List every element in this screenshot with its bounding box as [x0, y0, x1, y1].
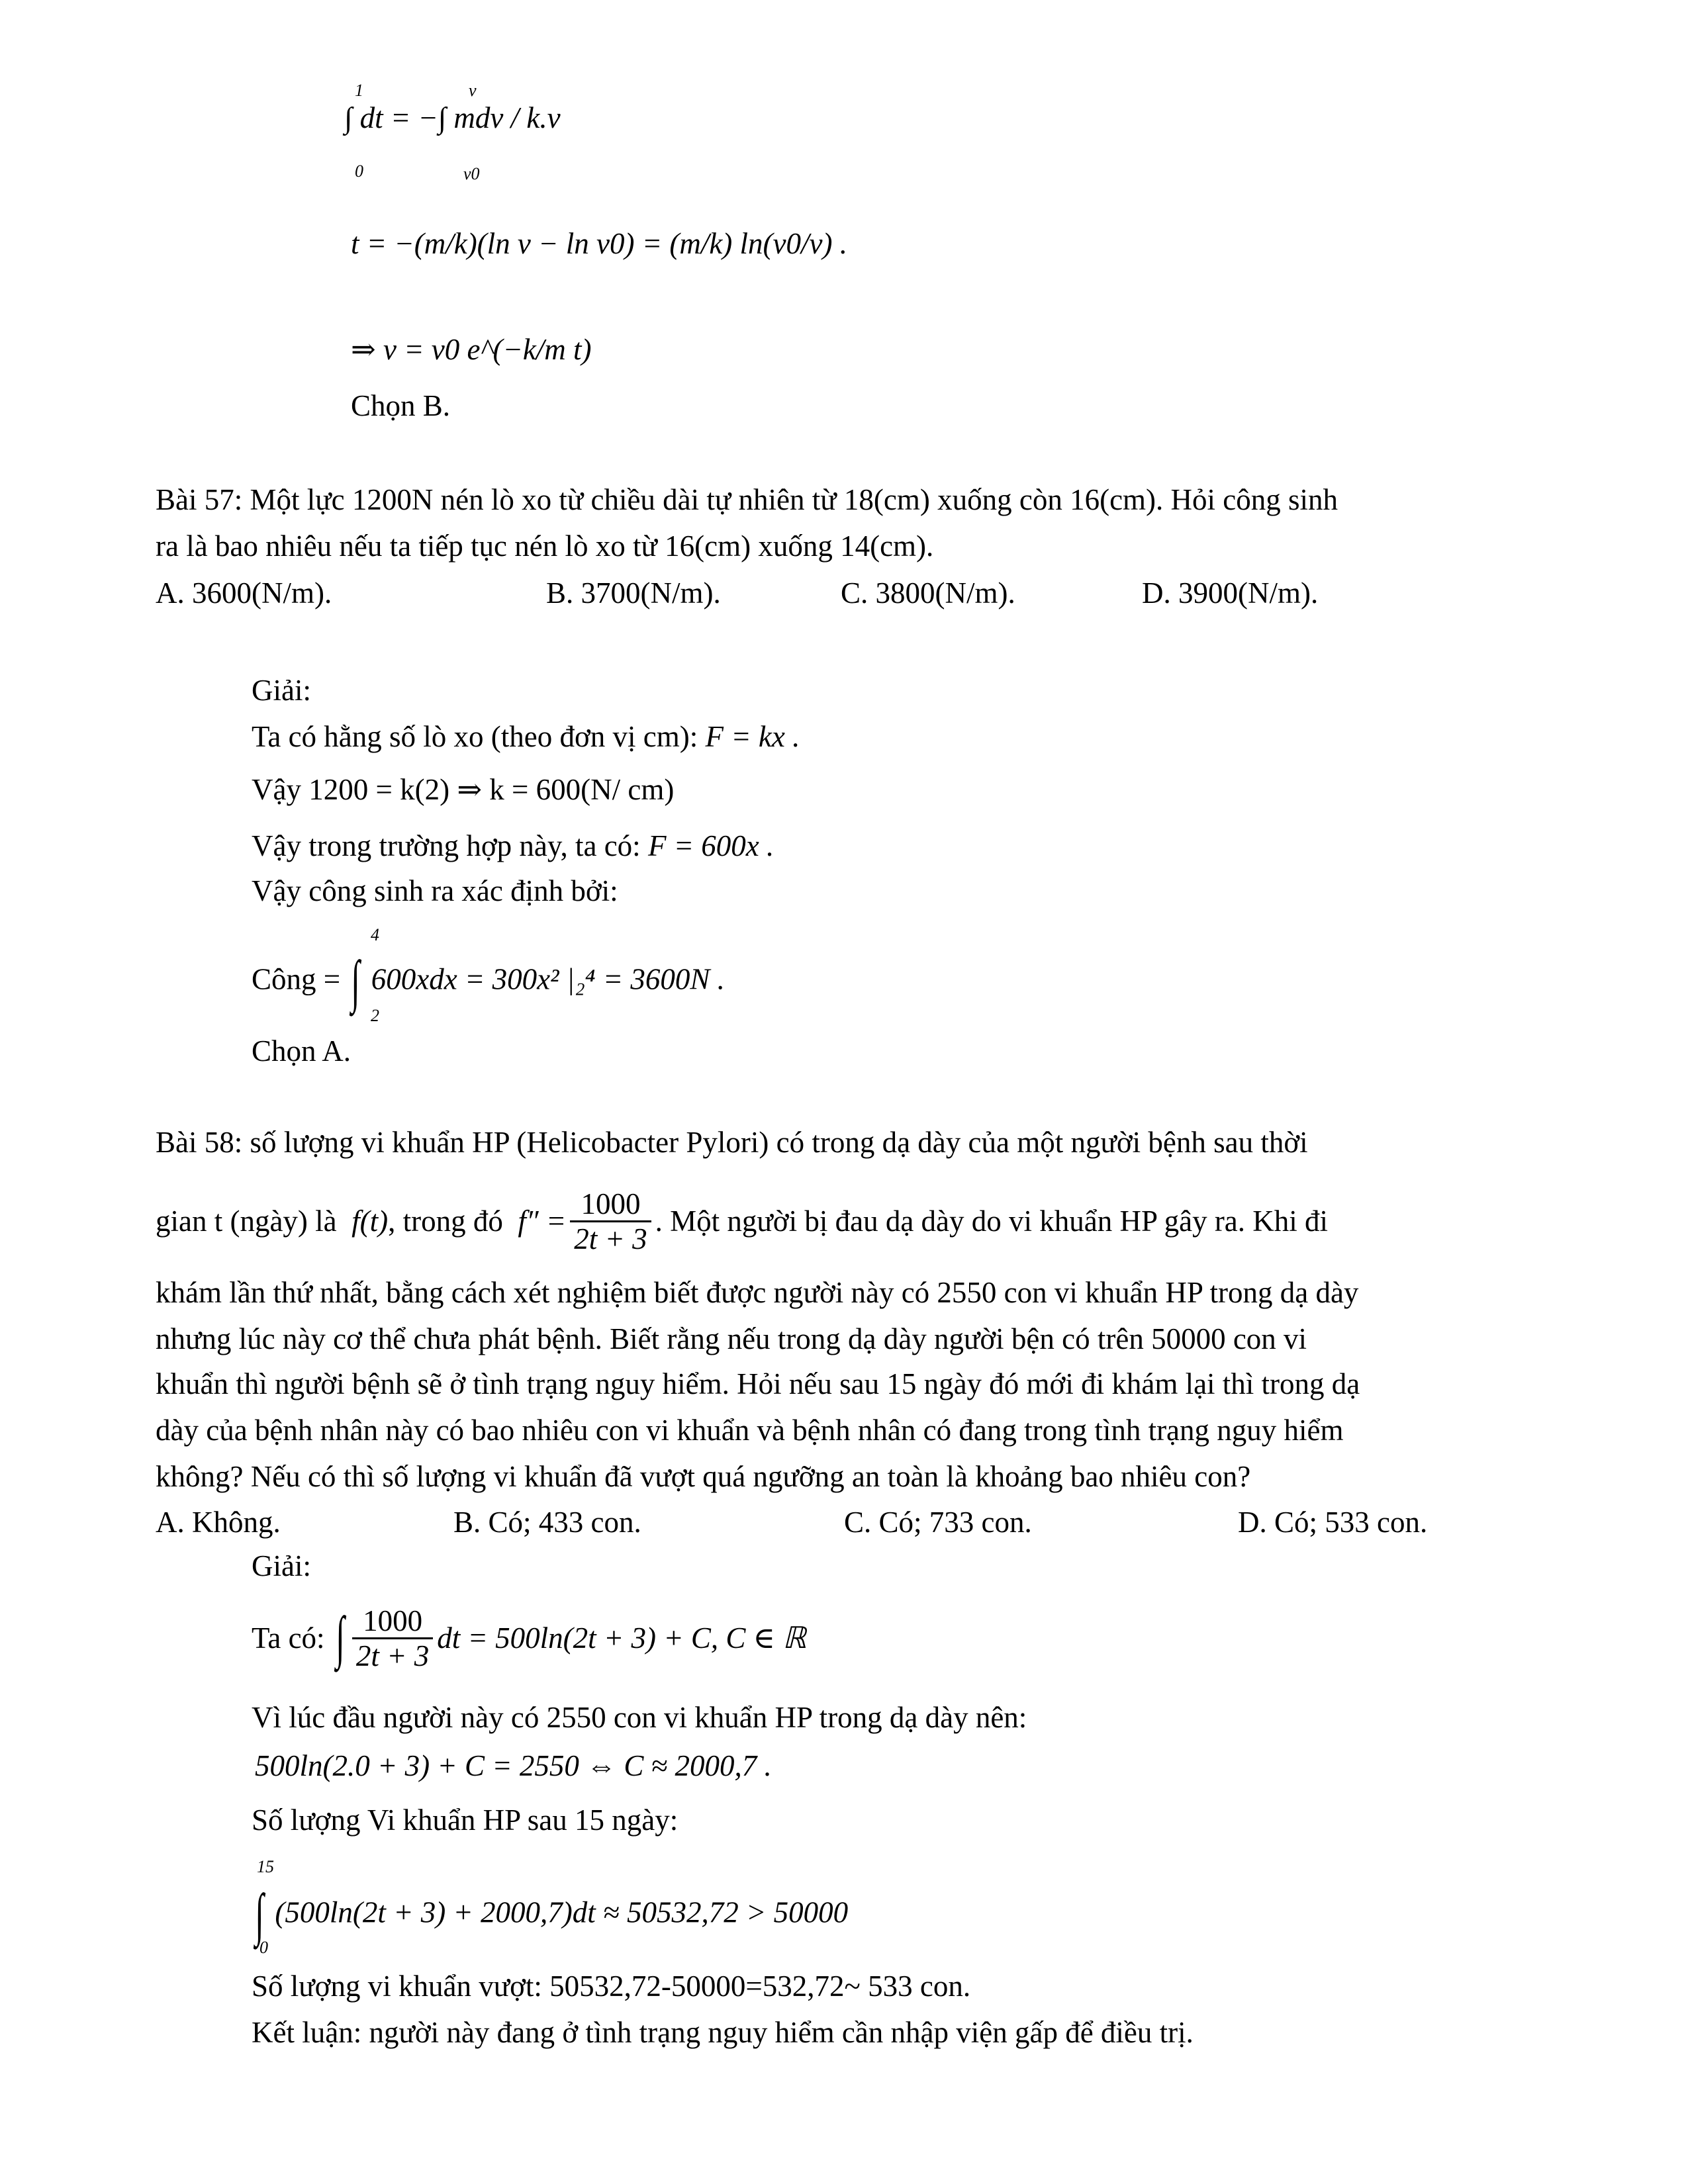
solution-step-3: 500ln(2.0 + 3) + C = 2550 ⇔ C ≈ 2000,7 .	[255, 1749, 772, 1782]
solution-text: Vậy trong trường hợp này, ta có:	[252, 829, 641, 862]
integral-upper-limit: v	[469, 81, 477, 100]
option-a: A. 3600(N/m).	[156, 576, 332, 610]
option-d: D. Có; 533 con.	[1238, 1506, 1428, 1539]
integral-upper-limit: 1	[355, 81, 363, 100]
choose-answer: Chọn A.	[252, 1034, 352, 1068]
fraction	[570, 1187, 651, 1255]
question-58-line-7: không? Nếu có thì số lượng vi khuẩn đã vượt quá ngưỡng an toàn là khoảng bao nhiêu con?	[156, 1460, 1251, 1493]
option-d: D. 3900(N/m).	[1142, 576, 1319, 610]
question-58-line-1: Bài 58: số lượng vi khuẩn HP (Helicobacter Pylori) có trong dạ dày của một người bệnh sau thời	[156, 1126, 1308, 1159]
equation-t: t = −(m/k)(ln v − ln v0) = (m/k) ln(v0/v) .	[351, 227, 847, 260]
solution-text: Ta có:	[252, 1621, 325, 1655]
formula: (500ln(2t + 3) + 2000,7)dt ≈ 50532,72 > 50000	[275, 1895, 849, 1929]
solution-step-4: Vậy công sinh ra xác định bởi:	[252, 874, 618, 907]
solution-step-5	[252, 950, 725, 1014]
fraction	[352, 1604, 433, 1672]
integral-upper-limit: 4	[371, 925, 379, 944]
fraction-numerator: 1000	[352, 1604, 433, 1639]
formula: dt = 500ln(2t + 3) + C, C ∈ ℝ	[437, 1621, 806, 1655]
question-57-line-1: Bài 57: Một lực 1200N nén lò xo từ chiều dài tự nhiên từ 18(cm) xuống còn 16(cm). Hỏi công sinh	[156, 483, 1338, 516]
solution-step-2: Vì lúc đầu người này có 2550 con vi khuẩn HP trong dạ dày nên:	[252, 1701, 1027, 1734]
question-57-line-2: ra là bao nhiêu nếu ta tiếp tục nén lò xo từ 16(cm) xuống 14(cm).	[156, 529, 934, 563]
formula: f″ =	[518, 1205, 567, 1238]
solution-step-3	[252, 827, 774, 864]
formula: F = 600x .	[647, 829, 774, 862]
solution-step-6: Số lượng vi khuẩn vượt: 50532,72-50000=532,72~ 533 con.	[252, 1970, 971, 2003]
solution-text: Ta có hằng số lò xo (theo đơn vị cm):	[252, 720, 698, 753]
fraction-denominator: 2t + 3	[574, 1222, 647, 1255]
integral-sign: ∫	[255, 1883, 264, 1947]
solution-step-1	[252, 718, 800, 755]
formula: f(t)	[352, 1205, 389, 1238]
integral-lower-limit: 0	[259, 1938, 268, 1957]
integral-sign: ∫	[336, 1606, 345, 1670]
option-c: C. 3800(N/m).	[841, 576, 1015, 610]
question-text: gian t (ngày) là	[156, 1205, 337, 1238]
solution-step-4: Số lượng Vi khuẩn HP sau 15 ngày:	[252, 1803, 679, 1837]
integral-upper-limit: 15	[257, 1857, 274, 1876]
question-58-line-6: dày của bệnh nhân này có bao nhiêu con vi khuẩn và bệnh nhân có đang trong tình trạng nguy hiểm	[156, 1414, 1344, 1447]
conclusion: Kết luận: người này đang ở tình trạng nguy hiểm cần nhập viện gấp để điều trị.	[252, 2016, 1194, 2049]
option-a: A. Không.	[156, 1506, 281, 1539]
integral-sign: ∫	[351, 950, 361, 1014]
question-58-line-2	[156, 1185, 1328, 1257]
question-text: . Một người bị đau dạ dày do vi khuẩn HP gây ra. Khi đi	[655, 1205, 1329, 1238]
integral-lower-limit: 2	[371, 1006, 379, 1025]
formula: F = kx .	[705, 720, 800, 753]
fraction-numerator: 1000	[570, 1187, 651, 1222]
formula: 1200 = k(2) ⇒ k = 600(N/ cm)	[308, 773, 675, 806]
integral-lower-limit: v0	[463, 164, 480, 183]
solution-step-2	[252, 771, 674, 808]
option-b: B. Có; 433 con.	[453, 1506, 641, 1539]
question-58-line-4: nhưng lúc này cơ thể chưa phát bệnh. Biết rằng nếu trong dạ dày người bện có trên 50000 con vi	[156, 1322, 1307, 1355]
solution-step-5	[252, 1883, 849, 1947]
question-58-line-3: khám lần thứ nhất, bằng cách xét nghiệm biết được người này có 2550 con vi khuẩn HP trong dạ dày	[156, 1276, 1359, 1309]
solution-step-1	[252, 1598, 806, 1678]
solution-label: Giải:	[252, 674, 311, 707]
solution-text: Công =	[252, 962, 341, 996]
solution-text: Vậy	[252, 773, 301, 806]
solution-label: Giải:	[252, 1549, 311, 1582]
question-text: , trong đó	[388, 1205, 503, 1238]
integral-lower-limit: 0	[355, 161, 363, 181]
choose-answer: Chọn B.	[351, 389, 451, 422]
fraction-denominator: 2t + 3	[355, 1639, 430, 1672]
equation-integral: ∫ dt = −∫ mdv / k.v	[344, 101, 561, 134]
formula: 600xdx = 300x² |₂⁴ = 3600N .	[371, 962, 725, 996]
option-b: B. 3700(N/m).	[546, 576, 721, 610]
question-58-line-5: khuẩn thì người bệnh sẽ ở tình trạng nguy hiểm. Hỏi nếu sau 15 ngày đó mới đi khám lại thì trong dạ	[156, 1367, 1360, 1400]
option-c: C. Có; 733 con.	[844, 1506, 1032, 1539]
equation-v: ⇒ v = v0 e^(−k/m t)	[351, 333, 592, 366]
